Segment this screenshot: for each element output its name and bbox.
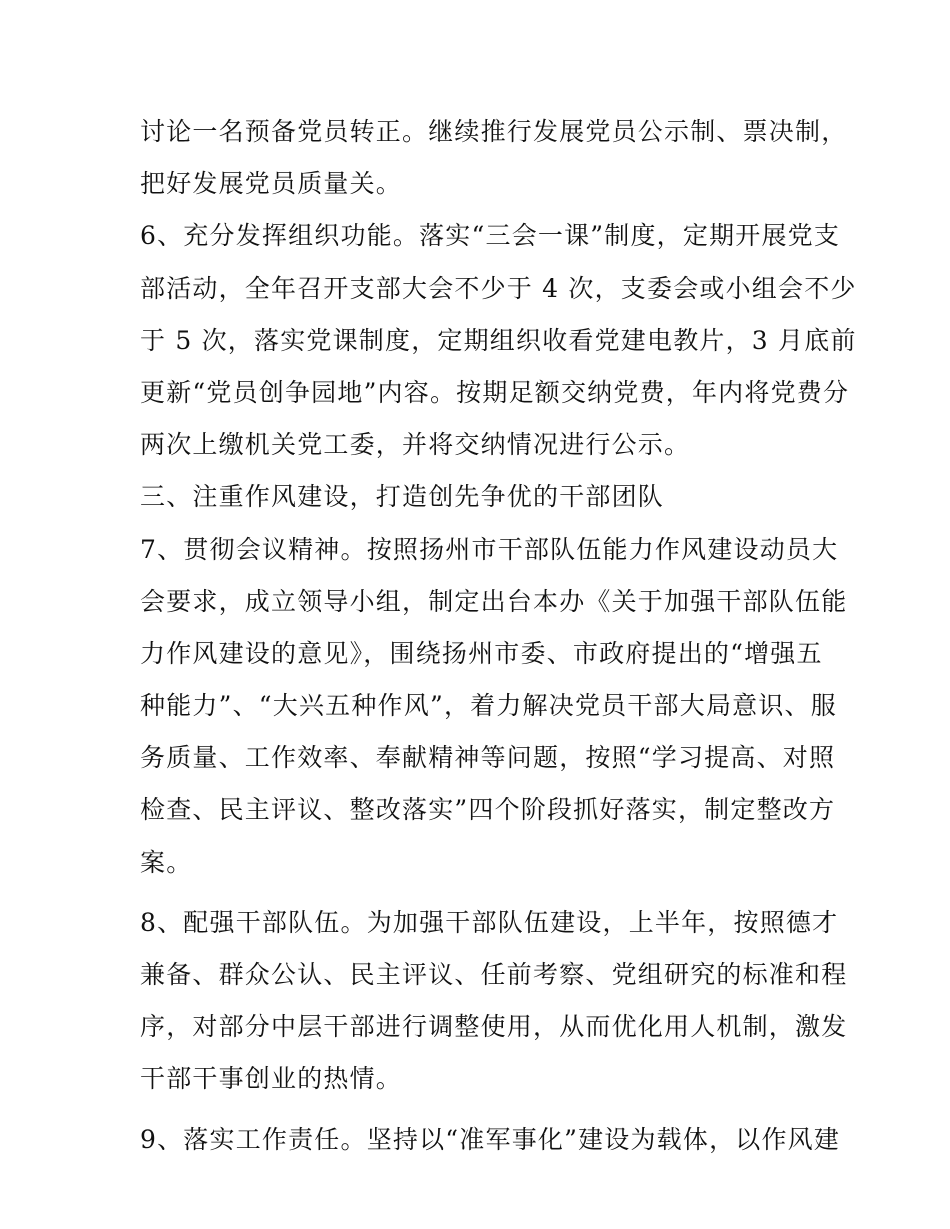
text-line: 9、落实工作责任。坚持以“准军事化”建设为载体，以作风建 xyxy=(140,1124,841,1154)
text-line: 6、充分发挥组织功能。落实“三会一课”制度，定期开展党支 xyxy=(140,221,841,251)
document-body xyxy=(140,106,857,1166)
text-line: 部活动，全年召开支部大会不少于 4 次，支委会或小组会不少 xyxy=(140,273,857,303)
text-line: 干部干事创业的热情。 xyxy=(140,1064,403,1094)
text-line: 把好发展党员质量关。 xyxy=(140,169,403,199)
paragraph-gap xyxy=(140,1106,820,1114)
text-line: 种能力”、“大兴五种作风”，着力解决党员干部大局意识、服 xyxy=(140,691,837,721)
text-line: 案。 xyxy=(140,847,193,877)
text-line: 会要求，成立领导小组，制定出台本办《关于加强干部队伍能 xyxy=(140,586,848,616)
text-line: 讨论一名预备党员转正。继续推行发展党员公示制、票决制， xyxy=(140,117,848,146)
text-line: 7、贯彻会议精神。按照扬州市干部队伍能力作风建设动员大 xyxy=(140,534,839,564)
text-line: 两次上缴机关党工委，并将交纳情况进行公示。 xyxy=(140,430,691,460)
section-heading: 三、注重作风建设，打造创先争优的干部团队 xyxy=(140,482,665,512)
text-line: 于 5 次，落实党课制度，定期组织收看党建电教片，3 月底前 xyxy=(140,325,857,355)
text-line: 力作风建设的意见》，围绕扬州市委、市政府提出的“增强五 xyxy=(140,638,823,668)
text-line: 务质量、工作效率、奉献精神等问题，按照“学习提高、对照 xyxy=(140,743,836,773)
text-line: 检查、民主评议、整改落实”四个阶段抓好落实，制定整改方 xyxy=(140,795,836,825)
text-line: 更新“党员创争园地”内容。按期足额交纳党费，年内将党费分 xyxy=(140,377,850,407)
text-line: 8、配强干部队伍。为加强干部队伍建设，上半年，按照德才 xyxy=(140,907,839,937)
text-line: 兼备、群众公认、民主评议、任前考察、党组研究的标准和程 xyxy=(140,960,848,989)
paragraph-gap xyxy=(140,889,820,897)
text-line: 序，对部分中层干部进行调整使用，从而优化用人机制，激发 xyxy=(140,1012,848,1042)
